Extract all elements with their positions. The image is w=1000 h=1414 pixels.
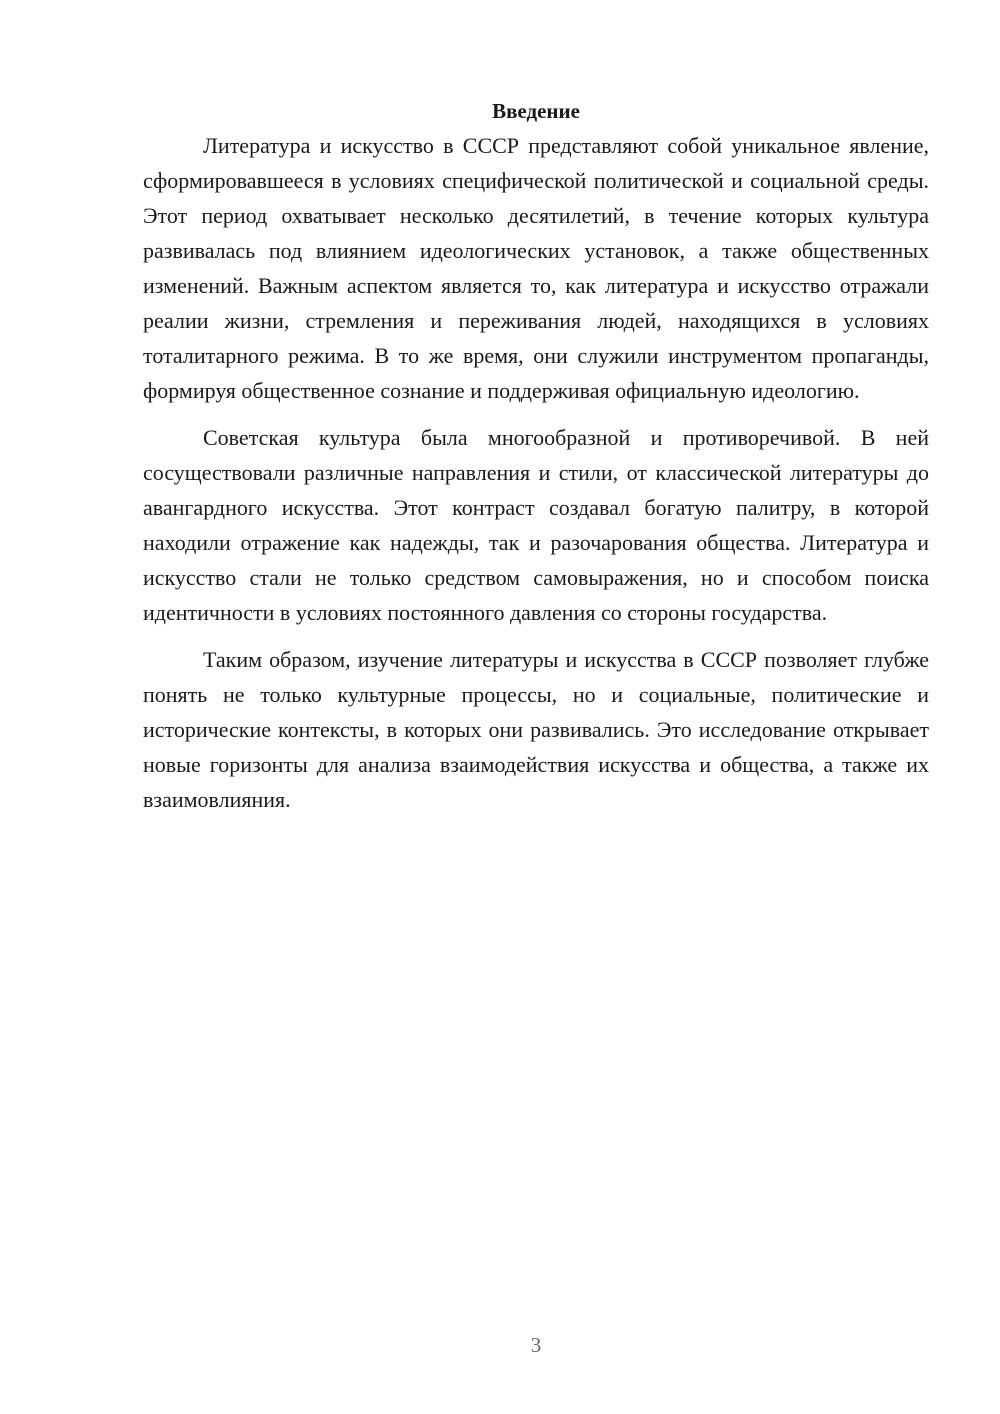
section-heading: Введение (492, 99, 580, 123)
paragraph-3: Таким образом, изучение литературы и искусства в СССР позволяет глубже понять не только культурные процессы, но и социальные, политические и исторические контексты, в которых они развивались. Это исследование открывает новые горизонты для анализа взаимодействия искусства и общества, а также их взаимовлияния. (143, 647, 929, 812)
page-content (143, 94, 929, 817)
page-number: 3 (530, 1333, 542, 1357)
paragraph-1: Литература и искусство в СССР представляют собой уникальное явление, сформировавшееся в условиях специфической политической и социальной среды. Этот период охватывает несколько десятилетий, в течение которых культура развивалась под влиянием идеологических установок, а также общественных изменений. Важным аспектом является то, как литература и искусство отражали реалии жизни, стремления и переживания людей, находящихся в условиях тоталитарного режима. В то же время, они служили инструментом пропаганды, формируя общественное сознание и поддерживая официальную идеологию. (143, 133, 929, 403)
paragraph-2: Советская культура была многообразной и противоречивой. В ней сосуществовали различные направления и стили, от классической литературы до авангардного искусства. Этот контраст создавал богатую палитру, в которой находили отражение как надежды, так и разочарования общества. Литература и искусство стали не только средством самовыражения, но и способом поиска идентичности в условиях постоянного давления со стороны государства. (143, 425, 929, 625)
